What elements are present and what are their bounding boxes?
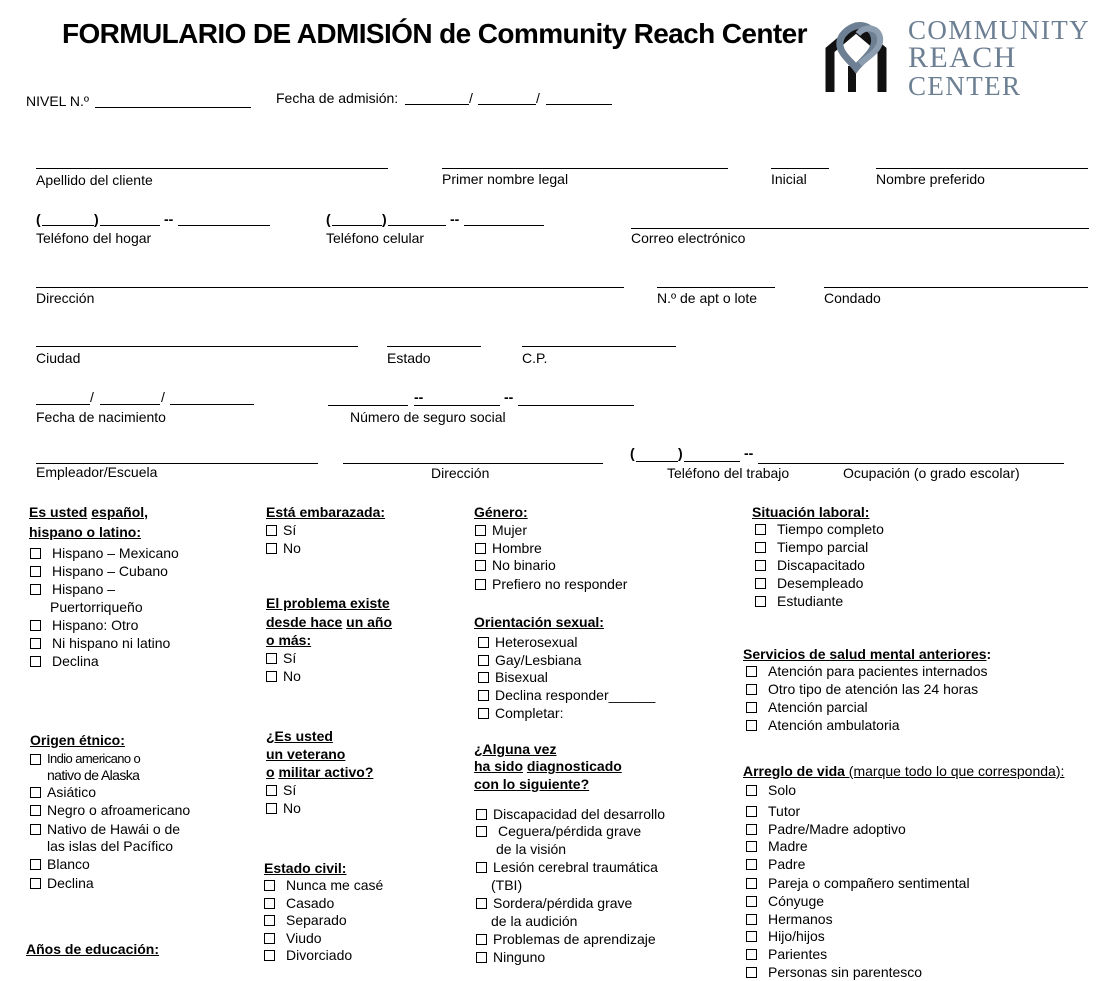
vida-option-hijos[interactable]: Hijo/hijos bbox=[746, 927, 825, 945]
checkbox[interactable] bbox=[266, 803, 277, 814]
tel-trabajo-area[interactable] bbox=[636, 461, 678, 462]
ciudad-label: Ciudad bbox=[36, 350, 81, 366]
checkbox[interactable] bbox=[478, 690, 489, 701]
vida-option-solo[interactable]: Solo bbox=[746, 781, 796, 799]
correo-label: Correo electrónico bbox=[631, 230, 746, 246]
checkbox[interactable] bbox=[30, 656, 41, 667]
salud-option-ambulatoria[interactable]: Atención ambulatoria bbox=[746, 716, 900, 734]
salud-option-internados[interactable]: Atención para pacientes internados bbox=[746, 662, 987, 680]
civil-option-casado[interactable]: Casado bbox=[264, 894, 334, 912]
fecha-admision-label: Fecha de admisión: bbox=[276, 90, 399, 106]
checkbox[interactable] bbox=[266, 785, 277, 796]
orientacion-option-hetero[interactable]: Heterosexual bbox=[478, 633, 578, 651]
orientacion-option-declina[interactable]: Declina responder______ bbox=[478, 686, 655, 704]
logo-line-reach: REACH bbox=[908, 41, 1017, 74]
fecha-nac-month[interactable] bbox=[100, 404, 160, 405]
problema-heading-line3: o más: bbox=[266, 632, 312, 648]
logo-line-community: COMMUNITY bbox=[908, 15, 1091, 45]
house-heart-logo-icon bbox=[822, 16, 894, 96]
tel-hogar-line[interactable] bbox=[178, 225, 270, 226]
civil-option-divorciado[interactable]: Divorciado bbox=[264, 946, 352, 964]
tel-celular-prefix[interactable] bbox=[388, 225, 446, 226]
checkbox[interactable] bbox=[746, 914, 757, 925]
salud-option-24h[interactable]: Otro tipo de atención las 24 horas bbox=[746, 680, 978, 698]
estado-field[interactable] bbox=[387, 346, 481, 347]
checkbox[interactable] bbox=[746, 859, 757, 870]
genero-heading: Género: bbox=[474, 504, 528, 520]
checkbox[interactable] bbox=[755, 578, 766, 589]
tel-celular-label: Teléfono celular bbox=[326, 230, 425, 246]
checkbox[interactable] bbox=[476, 809, 487, 820]
problema-heading-line1: El problema existe bbox=[266, 595, 390, 611]
form-title: FORMULARIO DE ADMISIÓN de Community Reach Center bbox=[62, 18, 807, 49]
nivel-label: NIVEL N.º bbox=[26, 93, 89, 109]
ssn-dash-2: -- bbox=[504, 389, 514, 405]
nombre-preferido-label: Nombre preferido bbox=[876, 171, 985, 187]
tel-hogar-area[interactable] bbox=[42, 225, 94, 226]
orientacion-option-bisexual[interactable]: Bisexual bbox=[478, 668, 548, 686]
diagnostico-heading-line3: con lo siguiente? bbox=[474, 776, 590, 792]
ciudad-field[interactable] bbox=[36, 346, 358, 347]
fecha-admision-month[interactable] bbox=[478, 104, 536, 105]
correo-field[interactable] bbox=[631, 228, 1089, 229]
tel-hogar-dash: -- bbox=[164, 211, 174, 227]
checkbox[interactable] bbox=[746, 878, 757, 889]
etnico-option-hawai-cont: las islas del Pacífico bbox=[47, 838, 174, 854]
tel-trabajo-paren-r: ) bbox=[678, 445, 683, 461]
tel-celular-dash: -- bbox=[450, 211, 460, 227]
vida-option-adoptivo[interactable]: Padre/Madre adoptivo bbox=[746, 820, 906, 838]
civil-option-nunca[interactable]: Nunca me casé bbox=[264, 876, 383, 894]
hispano-option-mexicano[interactable]: Hispano – Mexicano bbox=[30, 544, 179, 562]
fecha-nac-day[interactable] bbox=[36, 404, 90, 405]
laboral-option-estudiante[interactable]: Estudiante bbox=[755, 592, 843, 610]
primer-nombre-field[interactable] bbox=[442, 168, 728, 169]
checkbox[interactable] bbox=[475, 543, 486, 554]
diagnostico-option-aprendizaje[interactable]: Problemas de aprendizaje bbox=[476, 930, 656, 948]
checkbox[interactable] bbox=[746, 949, 757, 960]
checkbox[interactable] bbox=[746, 666, 757, 677]
direccion2-label: Dirección bbox=[431, 465, 490, 481]
vida-heading: Arreglo de vida (marque todo lo que corresponda): bbox=[743, 763, 1065, 779]
laboral-heading: Situación laboral: bbox=[752, 504, 870, 520]
hispano-option-puertorriqueno[interactable]: Hispano – bbox=[30, 580, 115, 598]
checkbox[interactable] bbox=[264, 880, 275, 891]
checkbox[interactable] bbox=[746, 967, 757, 978]
hispano-heading-line2: hispano o latino: bbox=[29, 524, 141, 540]
checkbox[interactable] bbox=[476, 898, 487, 909]
etnico-option-indio-cont: nativo de Alaska bbox=[47, 767, 140, 783]
salud-heading: Servicios de salud mental anteriores: bbox=[743, 646, 992, 662]
checkbox[interactable] bbox=[266, 671, 277, 682]
embarazada-option-no[interactable]: No bbox=[266, 539, 301, 557]
vida-option-madre[interactable]: Madre bbox=[746, 837, 808, 855]
nombre-preferido-field[interactable] bbox=[876, 168, 1088, 169]
orientacion-option-completar[interactable]: Completar: bbox=[478, 704, 563, 722]
veterano-option-no[interactable]: No bbox=[266, 799, 301, 817]
vida-option-parientes[interactable]: Parientes bbox=[746, 945, 827, 963]
empleador-label: Empleador/Escuela bbox=[36, 464, 158, 480]
slash-1: / bbox=[469, 90, 473, 106]
checkbox[interactable] bbox=[478, 672, 489, 683]
checkbox[interactable] bbox=[746, 720, 757, 731]
checkbox[interactable] bbox=[478, 708, 489, 719]
inicial-label: Inicial bbox=[771, 171, 807, 187]
direccion-field[interactable] bbox=[36, 287, 624, 288]
etnico-option-indio[interactable]: Indio americano o bbox=[30, 750, 140, 768]
checkbox[interactable] bbox=[30, 787, 41, 798]
embarazada-option-si[interactable]: Sí bbox=[266, 521, 296, 539]
checkbox[interactable] bbox=[30, 859, 41, 870]
apt-label: N.º de apt o lote bbox=[657, 290, 758, 306]
vida-option-hermanos[interactable]: Hermanos bbox=[746, 910, 833, 928]
estado-label: Estado bbox=[387, 350, 431, 366]
condado-label: Condado bbox=[824, 290, 881, 306]
ocupacion-field[interactable] bbox=[758, 463, 1064, 464]
checkbox[interactable] bbox=[30, 566, 41, 577]
checkbox[interactable] bbox=[478, 655, 489, 666]
veterano-heading-line1: ¿Es usted bbox=[266, 728, 333, 744]
condado-field[interactable] bbox=[824, 287, 1088, 288]
checkbox[interactable] bbox=[746, 702, 757, 713]
problema-option-si[interactable]: Sí bbox=[266, 649, 296, 667]
checkbox[interactable] bbox=[264, 898, 275, 909]
diagnostico-option-ceguera-cont: de la visión bbox=[496, 841, 567, 857]
tel-hogar-label: Teléfono del hogar bbox=[36, 230, 152, 246]
checkbox[interactable] bbox=[30, 584, 41, 595]
checkbox[interactable] bbox=[264, 950, 275, 961]
diagnostico-option-tbi[interactable]: Lesión cerebral traumática bbox=[476, 858, 658, 876]
tel-celular-area[interactable] bbox=[332, 225, 382, 226]
tel-celular-paren-l: ( bbox=[326, 211, 331, 227]
veterano-option-si[interactable]: Sí bbox=[266, 781, 296, 799]
etnico-option-declina[interactable]: Declina bbox=[30, 874, 94, 892]
civil-option-separado[interactable]: Separado bbox=[264, 911, 347, 929]
cp-label: C.P. bbox=[522, 350, 548, 366]
etnico-option-asiatico[interactable]: Asiático bbox=[30, 783, 96, 801]
hispano-option-cubano[interactable]: Hispano – Cubano bbox=[30, 562, 168, 580]
hispano-heading-line1: Es usted español, bbox=[29, 504, 149, 520]
checkbox[interactable] bbox=[755, 560, 766, 571]
apellido-label: Apellido del cliente bbox=[36, 172, 153, 188]
checkbox[interactable] bbox=[746, 806, 757, 817]
laboral-option-discapacitado[interactable]: Discapacitado bbox=[755, 556, 865, 574]
etnico-option-negro[interactable]: Negro o afroamericano bbox=[30, 801, 190, 819]
checkbox[interactable] bbox=[475, 525, 486, 536]
cp-field[interactable] bbox=[522, 346, 676, 347]
checkbox[interactable] bbox=[30, 620, 41, 631]
diagnostico-heading-line1: ¿Alguna vez bbox=[474, 741, 557, 757]
vida-option-sin-parentesco[interactable]: Personas sin parentesco bbox=[746, 963, 922, 981]
diagnostico-option-tbi-cont: (TBI) bbox=[491, 877, 523, 893]
veterano-heading-line3: o militar activo? bbox=[266, 764, 374, 780]
checkbox[interactable] bbox=[746, 931, 757, 942]
checkbox[interactable] bbox=[30, 824, 41, 835]
ssn-part1[interactable] bbox=[328, 405, 408, 406]
slash-3: / bbox=[90, 389, 94, 405]
laboral-option-completo[interactable]: Tiempo completo bbox=[755, 520, 884, 538]
tel-hogar-prefix[interactable] bbox=[100, 225, 160, 226]
checkbox[interactable] bbox=[755, 542, 766, 553]
tel-trabajo-prefix[interactable] bbox=[684, 461, 740, 462]
diagnostico-heading-line2: ha sido diagnosticado bbox=[474, 758, 622, 774]
slash-4: / bbox=[161, 389, 165, 405]
logo-line-center: CENTER bbox=[908, 71, 1022, 101]
checkbox[interactable] bbox=[475, 560, 486, 571]
vida-option-conyuge[interactable]: Cónyuge bbox=[746, 892, 824, 910]
diagnostico-option-ninguno[interactable]: Ninguno bbox=[476, 948, 545, 966]
checkbox[interactable] bbox=[755, 596, 766, 607]
ocupacion-label: Ocupación (o grado escolar) bbox=[843, 465, 1020, 481]
genero-option-prefiero[interactable]: Prefiero no responder bbox=[475, 575, 627, 593]
diagnostico-option-sordera[interactable]: Sordera/pérdida grave bbox=[476, 894, 632, 912]
etnico-heading: Origen étnico: bbox=[30, 732, 125, 748]
tel-hogar-paren-l: ( bbox=[36, 211, 41, 227]
genero-option-mujer[interactable]: Mujer bbox=[475, 521, 527, 539]
fecha-nac-label: Fecha de nacimiento bbox=[36, 409, 166, 425]
fecha-admision-day[interactable] bbox=[405, 104, 469, 105]
checkbox[interactable] bbox=[475, 579, 486, 590]
laboral-option-parcial[interactable]: Tiempo parcial bbox=[755, 538, 868, 556]
checkbox[interactable] bbox=[476, 934, 487, 945]
etnico-option-hawai[interactable]: Nativo de Hawái o de bbox=[30, 820, 180, 838]
checkbox[interactable] bbox=[478, 637, 489, 648]
inicial-field[interactable] bbox=[771, 168, 829, 169]
direccion-label: Dirección bbox=[36, 290, 95, 306]
apellido-field[interactable] bbox=[36, 168, 388, 169]
checkbox[interactable] bbox=[264, 933, 275, 944]
educacion-heading: Años de educación: bbox=[26, 941, 160, 957]
checkbox[interactable] bbox=[266, 543, 277, 554]
genero-option-nobinario[interactable]: No binario bbox=[475, 556, 556, 574]
civil-option-viudo[interactable]: Viudo bbox=[264, 929, 322, 947]
civil-heading: Estado civil: bbox=[264, 860, 347, 876]
vida-option-tutor[interactable]: Tutor bbox=[746, 802, 800, 820]
laboral-option-desempleado[interactable]: Desempleado bbox=[755, 574, 863, 592]
etnico-option-blanco[interactable]: Blanco bbox=[30, 855, 90, 873]
primer-nombre-label: Primer nombre legal bbox=[442, 171, 569, 187]
embarazada-heading: Está embarazada: bbox=[266, 504, 386, 520]
vida-option-pareja[interactable]: Pareja o compañero sentimental bbox=[746, 874, 970, 892]
community-reach-logo bbox=[822, 14, 1092, 101]
tel-celular-paren-r: ) bbox=[382, 211, 387, 227]
checkbox[interactable] bbox=[266, 653, 277, 664]
direccion2-field[interactable] bbox=[343, 463, 603, 464]
tel-hogar-paren-r: ) bbox=[94, 211, 99, 227]
checkbox[interactable] bbox=[266, 525, 277, 536]
checkbox[interactable] bbox=[476, 826, 487, 837]
hispano-option-declina[interactable]: Declina bbox=[30, 652, 99, 670]
vida-option-padre[interactable]: Padre bbox=[746, 855, 805, 873]
checkbox[interactable] bbox=[30, 638, 41, 649]
checkbox[interactable] bbox=[746, 684, 757, 695]
checkbox[interactable] bbox=[30, 754, 41, 765]
diagnostico-option-sordera-cont: de la audición bbox=[491, 913, 578, 929]
tel-celular-line[interactable] bbox=[464, 225, 544, 226]
checkbox[interactable] bbox=[264, 915, 275, 926]
nivel-field[interactable] bbox=[95, 107, 251, 108]
checkbox[interactable] bbox=[755, 524, 766, 535]
checkbox[interactable] bbox=[30, 878, 41, 889]
ssn-dash-1: -- bbox=[414, 389, 424, 405]
checkbox[interactable] bbox=[476, 862, 487, 873]
ssn-part2[interactable] bbox=[414, 405, 500, 406]
hispano-option-puertorriqueno-cont: Puertorriqueño bbox=[50, 599, 143, 615]
veterano-heading-line2: un veterano bbox=[266, 746, 346, 762]
hispano-option-otro[interactable]: Hispano: Otro bbox=[30, 616, 138, 634]
slash-2: / bbox=[536, 90, 540, 106]
checkbox[interactable] bbox=[746, 896, 757, 907]
tel-trabajo-dash: -- bbox=[744, 445, 754, 461]
ssn-label: Número de seguro social bbox=[350, 409, 506, 425]
checkbox[interactable] bbox=[746, 841, 757, 852]
genero-option-hombre[interactable]: Hombre bbox=[475, 539, 542, 557]
orientacion-option-gay[interactable]: Gay/Lesbiana bbox=[478, 651, 581, 669]
apt-field[interactable] bbox=[657, 287, 775, 288]
fecha-admision-year[interactable] bbox=[546, 104, 612, 105]
checkbox[interactable] bbox=[746, 785, 757, 796]
tel-trabajo-paren-l: ( bbox=[630, 445, 635, 461]
problema-option-no[interactable]: No bbox=[266, 667, 301, 685]
checkbox[interactable] bbox=[30, 548, 41, 559]
checkbox[interactable] bbox=[476, 952, 487, 963]
problema-heading-line2: desde hace un año bbox=[266, 614, 393, 630]
fecha-nac-year[interactable] bbox=[170, 404, 254, 405]
orientacion-heading: Orientación sexual: bbox=[474, 614, 604, 630]
diagnostico-option-desarrollo[interactable]: Discapacidad del desarrollo bbox=[476, 805, 665, 823]
checkbox[interactable] bbox=[30, 805, 41, 816]
checkbox[interactable] bbox=[746, 824, 757, 835]
tel-trabajo-label: Teléfono del trabajo bbox=[667, 465, 790, 481]
diagnostico-option-ceguera[interactable]: Ceguera/pérdida grave bbox=[476, 822, 641, 840]
salud-option-parcial[interactable]: Atención parcial bbox=[746, 698, 868, 716]
ssn-part3[interactable] bbox=[518, 405, 634, 406]
hispano-option-ninguno[interactable]: Ni hispano ni latino bbox=[30, 634, 170, 652]
